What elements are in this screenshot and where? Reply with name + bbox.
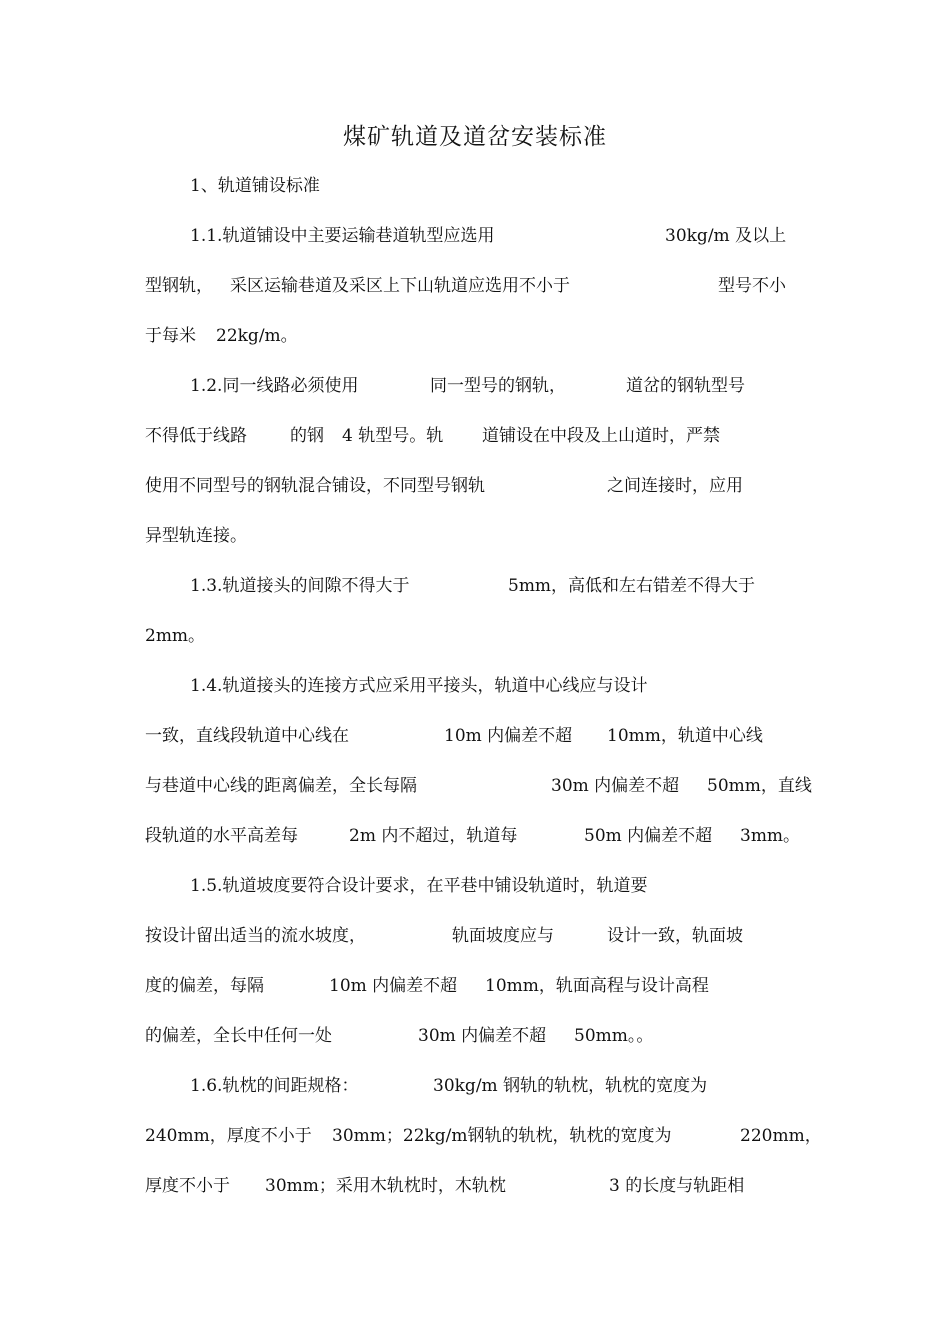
text-segment: 10m 内偏差不超	[444, 726, 573, 746]
text-segment: 10m 内偏差不超	[329, 976, 458, 996]
text-segment: 采区运输巷道及采区上下山轨道应选用不小于	[230, 276, 570, 296]
text-segment: 50mm，直线	[707, 776, 812, 796]
text-segment: 厚度不小于	[145, 1176, 230, 1196]
text-segment: 4 轨型号。轨	[342, 426, 444, 446]
text-segment: 240mm，厚度不小于	[145, 1126, 312, 1146]
text-segment: 1、轨道铺设标准	[190, 176, 320, 196]
text-segment: 的偏差，全长中任何一处	[145, 1026, 332, 1046]
text-segment: 22kg/m。	[216, 326, 298, 346]
text-segment: 不得低于线路	[145, 426, 247, 446]
text-line	[0, 1172, 950, 1200]
document-title: 煤矿轨道及道岔安装标准	[343, 124, 607, 150]
text-segment: 之间连接时，应用	[607, 476, 743, 496]
text-line	[0, 722, 950, 750]
text-segment: 2m 内不超过，轨道每	[349, 826, 518, 846]
text-segment: 1.3.轨道接头的间隙不得大于	[190, 576, 410, 596]
text-segment: 1.2.同一线路必须使用	[190, 376, 359, 396]
text-line	[0, 922, 950, 950]
text-segment: 一致，直线段轨道中心线在	[145, 726, 349, 746]
text-line	[0, 1122, 950, 1150]
text-segment: 于每米	[145, 326, 196, 346]
text-segment: 度的偏差，每隔	[145, 976, 264, 996]
text-line	[0, 572, 950, 600]
text-segment: 异型轨连接。	[145, 526, 247, 546]
text-segment: 轨面坡度应与	[452, 926, 554, 946]
text-line	[0, 172, 950, 200]
text-line	[0, 772, 950, 800]
text-segment: 同一型号的钢轨，	[430, 376, 566, 396]
text-segment: 2mm。	[145, 626, 206, 646]
text-segment: 型号不小	[718, 276, 786, 296]
text-segment: 3 的长度与轨距相	[609, 1176, 745, 1196]
text-segment: 30mm；22kg/m钢轨的轨枕，轨枕的宽度为	[332, 1126, 672, 1146]
text-segment: 30kg/m 钢轨的轨枕，轨枕的宽度为	[433, 1076, 708, 1096]
text-segment: 的钢	[290, 426, 324, 446]
text-segment: 10mm，轨面高程与设计高程	[485, 976, 709, 996]
text-segment: 1.1.轨道铺设中主要运输巷道轨型应选用	[190, 226, 495, 246]
text-segment: 按设计留出适当的流水坡度，	[145, 926, 366, 946]
text-line	[0, 822, 950, 850]
text-line	[0, 272, 950, 300]
text-line	[0, 1072, 950, 1100]
text-line	[0, 222, 950, 250]
text-line	[0, 672, 950, 700]
text-segment: 1.6.轨枕的间距规格：	[190, 1076, 359, 1096]
text-segment: 5mm，高低和左右错差不得大于	[508, 576, 756, 596]
text-segment: 道铺设在中段及上山道时，严禁	[482, 426, 720, 446]
text-line	[0, 322, 950, 350]
text-line	[0, 622, 950, 650]
text-line	[0, 522, 950, 550]
text-line	[0, 422, 950, 450]
text-segment: 使用不同型号的钢轨混合铺设，不同型号钢轨	[145, 476, 485, 496]
text-segment: 1.4.轨道接头的连接方式应采用平接头，轨道中心线应与设计	[190, 676, 648, 696]
text-segment: 30kg/m 及以上	[665, 226, 787, 246]
text-segment: 型钢轨，	[145, 276, 213, 296]
text-line	[0, 972, 950, 1000]
text-segment: 30mm；采用木轨枕时，木轨枕	[265, 1176, 506, 1196]
text-segment: 段轨道的水平高差每	[145, 826, 298, 846]
text-line	[0, 1022, 950, 1050]
text-segment: 设计一致，轨面坡	[607, 926, 743, 946]
text-segment: 50m 内偏差不超	[584, 826, 713, 846]
text-line	[0, 372, 950, 400]
text-segment: 1.5.轨道坡度要符合设计要求，在平巷中铺设轨道时，轨道要	[190, 876, 648, 896]
text-segment: 50mm。。	[574, 1026, 654, 1046]
text-segment: 10mm，轨道中心线	[607, 726, 763, 746]
text-segment: 220mm，	[740, 1126, 822, 1146]
text-segment: 与巷道中心线的距离偏差，全长每隔	[145, 776, 417, 796]
text-segment: 道岔的钢轨型号	[626, 376, 745, 396]
text-segment: 3mm。	[740, 826, 801, 846]
text-segment: 30m 内偏差不超	[551, 776, 680, 796]
text-line	[0, 472, 950, 500]
text-segment: 30m 内偏差不超	[418, 1026, 547, 1046]
text-line	[0, 872, 950, 900]
